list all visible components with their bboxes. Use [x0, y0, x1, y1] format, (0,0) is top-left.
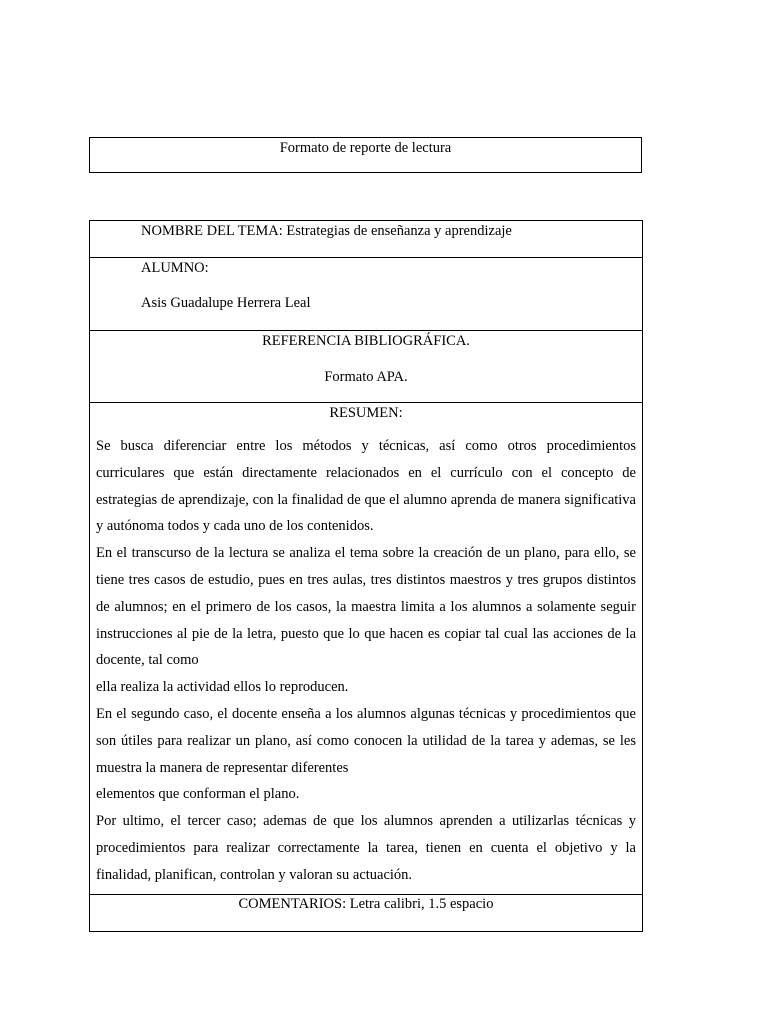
- comments-row: [90, 895, 642, 931]
- student-name: Asis Guadalupe Herrera Leal: [141, 295, 311, 311]
- student-label: ALUMNO:: [141, 260, 209, 276]
- summary-row: [90, 403, 642, 895]
- summary-paragraph-3: En el segundo caso, el docente enseña a los alumnos algunas técnicas y procedimientos que son útiles para realizar un plano, así como conocen la utilidad de la tarea y ademas, se les muestra la manera de representar diferentes: [96, 705, 636, 776]
- summary-paragraph-2-cont: ella realiza la actividad ellos lo reproducen.: [96, 679, 349, 696]
- report-title: Formato de reporte de lectura: [89, 137, 642, 173]
- summary-paragraph-1: Se busca diferenciar entre los métodos y técnicas, así como otros procedimientos curriculares que están directamente relacionados en el currículo con el concepto de estrategias de aprendizaje, con la finalidad de que el alumno aprenda de manera significativa y autónoma todos y cada uno de los contenidos.: [96, 438, 636, 535]
- reference-label: REFERENCIA BIBLIOGRÁFICA.: [262, 333, 470, 349]
- summary-paragraph-3-cont: elementos que conforman el plano.: [96, 786, 300, 803]
- student-row: [90, 258, 642, 331]
- reference-row: [90, 331, 642, 403]
- topic-text: NOMBRE DEL TEMA: Estrategias de enseñanza y aprendizaje: [141, 223, 512, 239]
- report-table: [89, 220, 643, 932]
- summary-paragraph-4: Por ultimo, el tercer caso; ademas de que los alumnos aprenden a utilizarlas técnicas y procedimientos para realizar correctamente la tarea, tienen en cuenta el objetivo y la finalidad, planifican, controlan y valoran su actuación.: [96, 813, 636, 883]
- summary-label: RESUMEN:: [329, 405, 403, 421]
- reference-value: Formato APA.: [324, 369, 408, 385]
- summary-paragraph-2: En el transcurso de la lectura se analiza el tema sobre la creación de un plano, para ello, se tiene tres casos de estudio, pues en tres aulas, tres distintos maestros y tres grupos distintos de alumnos; en el primero de los casos, la maestra limita a los alumnos a solamente seguir instrucciones al pie de la letra, puesto que lo que hacen es copiar tal cual las acciones de la docente, tal como: [96, 545, 636, 669]
- topic-row: [90, 221, 642, 258]
- comments-text: COMENTARIOS: Letra calibri, 1.5 espacio: [238, 896, 494, 912]
